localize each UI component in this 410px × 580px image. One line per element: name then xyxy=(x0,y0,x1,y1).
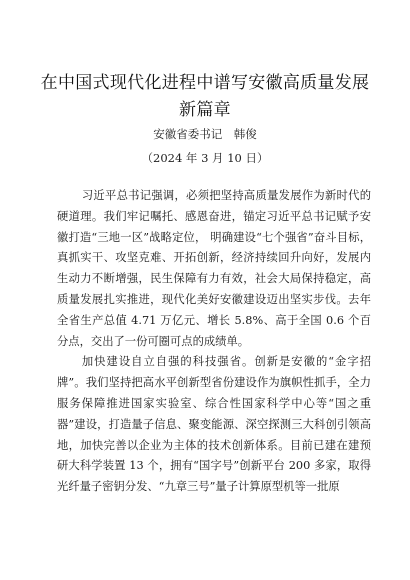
paragraph: 习近平总书记强调，必须把坚持高质量发展作为新时代的硬道理。我们牢记嘱托、感恩奋进，锚定习近平总书记赋予安徽打造“三地一区”战略定位， 明确建设“七个强省”奋斗目标，真抓实干、攻坚克难、开拓创新，经济持续回升向好，发展内生动力不断增强，民生保障有力有效，社会大局保持稳定，高质量发展扎实推进，现代化美好安徽建设迈出坚实步伐。去年全省生产总值 4.71 万亿元、增长 5.8%、高于全国 0.6 个百分点，交出了一份可圈可点的成绩单。 xyxy=(57,189,371,348)
date-line: （2024 年 3 月 10 日） xyxy=(141,151,269,165)
author-line: 安徽省委书记 韩俊 xyxy=(153,127,257,141)
document-body xyxy=(57,186,371,498)
paragraph: 加快建设自立自强的科技强省。创新是安徽的“金字招牌”。我们坚持把高水平创新型省份建设作为旗帜性抓手，全力服务保障推进国家实验室、综合性国家科学中心等“国之重器”建设，打造量子信息、聚变能源、深空探测三大科创引领高地，加快完善以企业为主体的技术创新体系。目前已建在建预研大科学装置 13 个，拥有“国字号”创新平台 200 多家，取得光纤量子密钥分发、“九章三号”量子计算原型机等一批原 xyxy=(57,355,371,494)
document-title: 在中国式现代化进程中谱写安徽高质量发展新篇章 xyxy=(40,73,370,120)
